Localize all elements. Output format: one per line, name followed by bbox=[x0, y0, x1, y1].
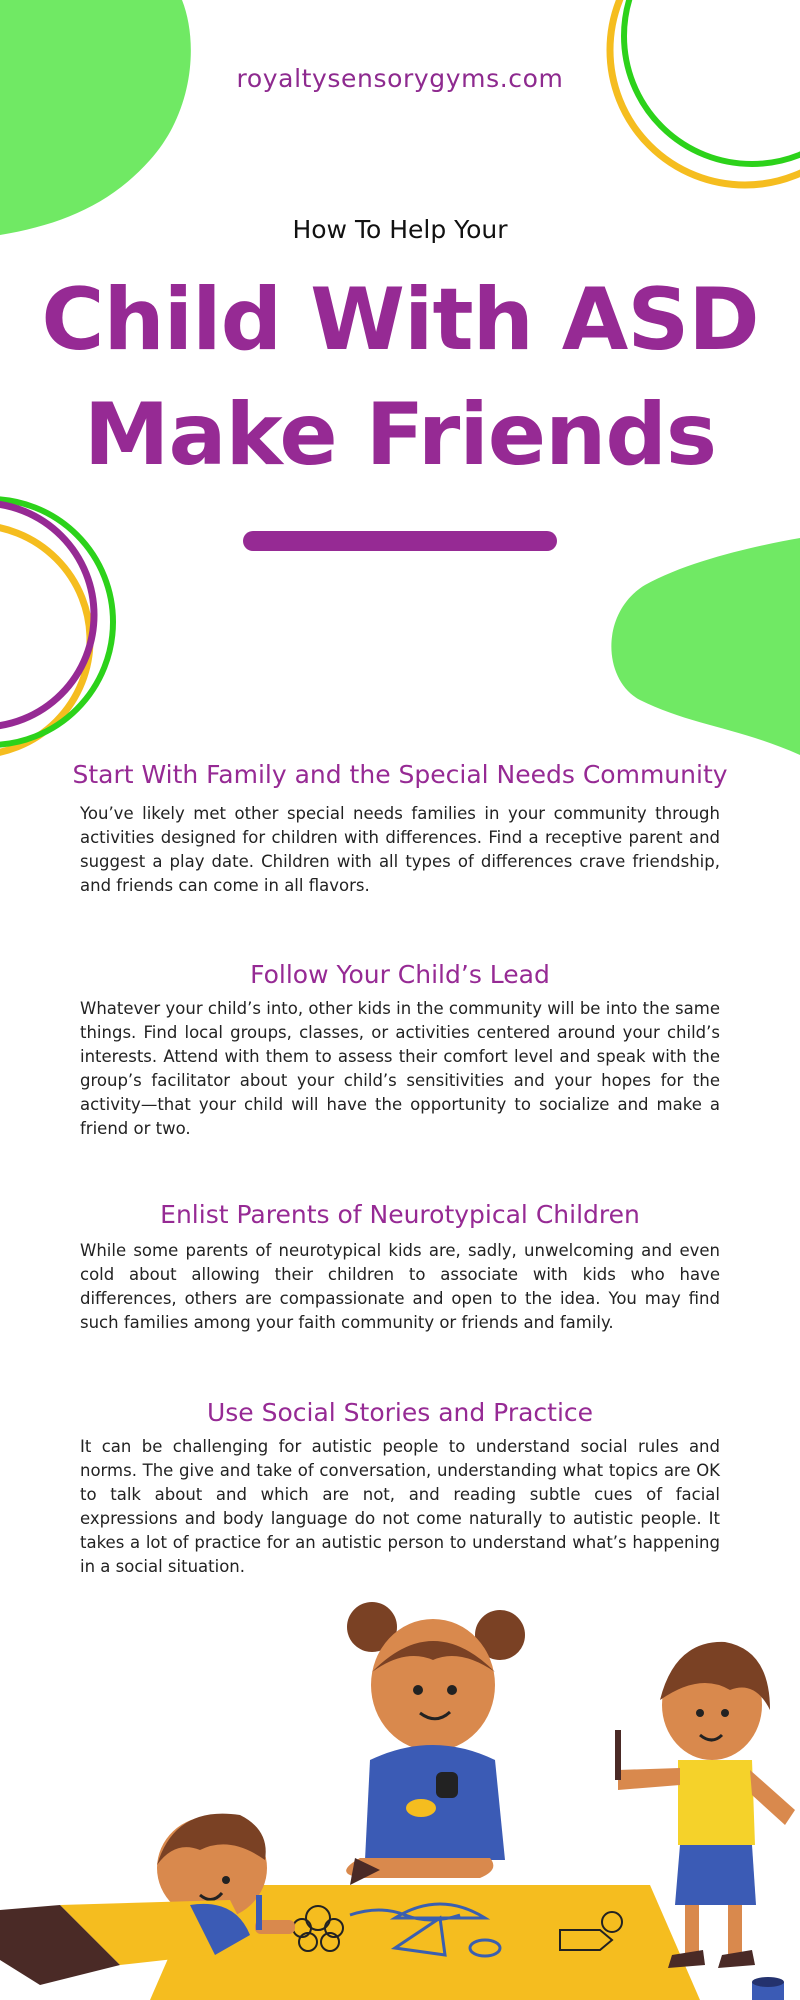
section-heading-stories: Use Social Stories and Practice bbox=[206, 1398, 594, 1427]
children-drawing-illustration bbox=[0, 1590, 800, 2000]
title-line-2: Make Friends bbox=[83, 385, 717, 485]
green-blob-right bbox=[611, 538, 800, 755]
section-heading-parents: Enlist Parents of Neurotypical Children bbox=[160, 1200, 640, 1229]
pre-title: How To Help Your bbox=[292, 215, 508, 244]
site-url: royaltysensorygyms.com bbox=[236, 64, 564, 93]
title-underline-bar bbox=[243, 531, 557, 551]
section-heading-family: Start With Family and the Special Needs Community bbox=[72, 760, 728, 789]
section-body-stories: It can be challenging for autistic people to understand social rules and norms. The give and take of conversation, understanding what topics are OK to talk about and which are not, and reading subtle cues of facial expressions and body language do not come naturally to autistic people. It takes a lot of practice for an autistic person to understand what’s happening in a social situation. bbox=[80, 1437, 720, 1576]
section-heading-lead: Follow Your Child’s Lead bbox=[250, 960, 550, 989]
girl-figure bbox=[346, 1602, 525, 1885]
section-body-parents: While some parents of neurotypical kids are, sadly, unwelcoming and even cold about allowing their children to associate with kids who have differences, others are compassionate and open to the idea. You may find such families among your faith community or friends and family. bbox=[80, 1241, 720, 1332]
title-line-1: Child With ASD bbox=[41, 270, 759, 370]
section-body-lead: Whatever your child’s into, other kids in the community will be into the same things. Find local groups, classes, or activities centered around your child’s interests. Attend with them to assess their comfort level and speak with the group’s facilitator about your child’s sensitivities and your hopes for the activity—that your child will have the opportunity to socialize and make a friend or two. bbox=[80, 999, 720, 1138]
paint-pot bbox=[752, 1977, 784, 2000]
green-blob-top-left bbox=[0, 0, 191, 235]
section-body-family: You’ve likely met other special needs families in your community through activities designed for children with differences. Find a receptive parent and suggest a play date. Children with all types of differences crave friendship, and friends can come in all flavors. bbox=[80, 804, 720, 895]
